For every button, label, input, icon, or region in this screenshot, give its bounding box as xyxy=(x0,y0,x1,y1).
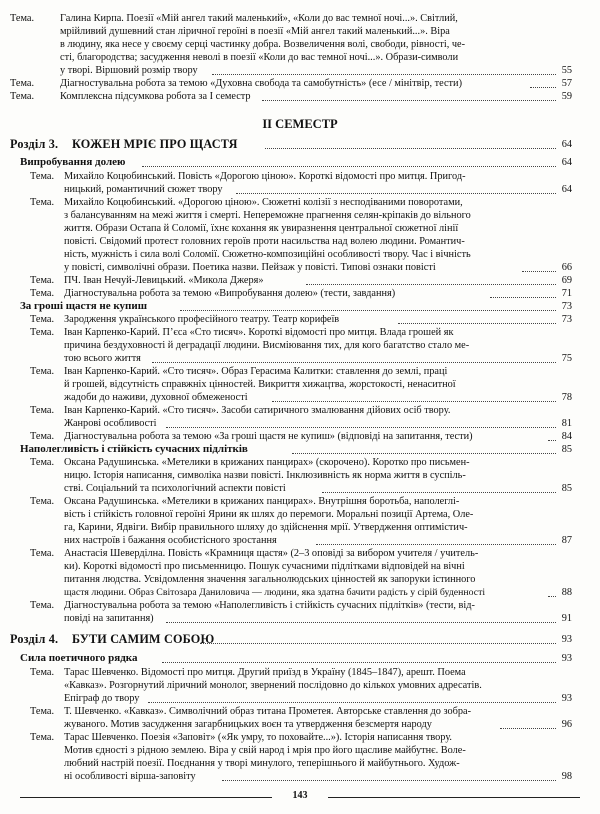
toc-entry-line xyxy=(0,274,600,287)
subsection-title: За гроші щастя не купиш xyxy=(20,300,148,312)
entry-text: щастя людини. Образ Світозара Даниловича — людини, яка здатна бачити радість у сірій буденності xyxy=(64,587,486,598)
toc-entry-line xyxy=(0,222,600,235)
page-ref: 55 xyxy=(561,65,572,76)
entry-text: у творі. Віршовий розмір твору xyxy=(60,65,198,76)
dot-leader xyxy=(548,596,556,597)
footer-rule-right xyxy=(328,797,580,798)
entry-text: них настроїв і бажання особистісного зростання xyxy=(64,535,277,546)
dot-leader xyxy=(530,87,556,88)
entry-text: повісті. Свідомий протест головних героїв проти насильства над волею людини. Романтич- xyxy=(64,236,465,247)
subsection-title: Сила поетичного рядка xyxy=(20,652,138,664)
dot-leader xyxy=(142,166,556,167)
dot-leader xyxy=(166,622,556,623)
entry-text: Анастасія Шеверділна. Повість «Крамниця щастя» (2–3 оповіді за вибором учителя / учитель- xyxy=(64,548,479,559)
entry-text: Діагностувальна робота за темою «Випробування долею» (тести, завдання) xyxy=(64,288,396,299)
page-ref: 85 xyxy=(561,444,572,455)
entry-text: ки). Короткі відомості про письменницю. Пошук сучасними підлітками відповідей на вічні xyxy=(64,561,465,572)
entry-text: ні особливості вірша-заповіту xyxy=(64,771,196,782)
toc-entry-line xyxy=(0,679,600,692)
entry-text: Жанрові особливості xyxy=(64,418,157,429)
toc-entry-line xyxy=(0,718,600,731)
page-ref: 93 xyxy=(561,693,572,704)
entry-text: Діагностувальна робота за темою «Духовна свобода та самобутність» (есе / мінітвір, тести) xyxy=(60,78,463,89)
page-ref: 84 xyxy=(561,431,572,442)
toc-entry-line xyxy=(0,12,600,25)
dot-leader xyxy=(152,362,556,363)
toc-entry-line xyxy=(0,51,600,64)
entry-text: тою всього життя xyxy=(64,353,141,364)
dot-leader xyxy=(490,297,556,298)
section-heading-line xyxy=(0,138,600,151)
entry-text: питання людства. Усвідомлення значення загальнолюдських цінностей як запоруки істинного xyxy=(64,574,476,585)
subsection-heading-line xyxy=(0,300,600,313)
entry-text: в людину, яка несе у своєму серці частинку добра. Возвеличення волі, свободи, рівності, че- xyxy=(60,39,466,50)
page-ref: 85 xyxy=(561,483,572,494)
toc-entry-line xyxy=(0,365,600,378)
toc-entry-line xyxy=(0,666,600,679)
toc-entry-line xyxy=(0,705,600,718)
entry-text: Оксана Радушинська. «Метелики в крижаних панцирах». Внутрішня боротьба, наполеглi- xyxy=(64,496,460,507)
entry-lead: Тема. xyxy=(30,457,55,468)
section-number: Розділ 3. xyxy=(10,137,59,151)
page-ref: 78 xyxy=(561,392,572,403)
section-heading-line xyxy=(0,633,600,646)
entry-lead: Тема. xyxy=(30,667,55,678)
toc-entry-line xyxy=(0,196,600,209)
dot-leader xyxy=(500,728,556,729)
entry-lead: Тема. xyxy=(30,366,55,377)
entry-text: Михайло Коцюбинський. «Дорогою ціною». Сюжетні колізії з несподіваними поворотами, xyxy=(64,197,463,208)
subsection-heading-line xyxy=(0,156,600,169)
entry-lead: Тема. xyxy=(30,496,55,507)
entry-lead: Тема. xyxy=(10,91,35,102)
toc-entry-line xyxy=(0,430,600,443)
toc-entry-line xyxy=(0,547,600,560)
toc-entry-line xyxy=(0,586,600,599)
toc-entry-line xyxy=(0,77,600,90)
page-ref: 64 xyxy=(561,157,572,168)
toc-entry-line xyxy=(0,38,600,51)
entry-text: Епіграф до твору xyxy=(64,693,140,704)
toc-entry-line xyxy=(0,339,600,352)
dot-leader xyxy=(306,284,556,285)
toc-entry-line xyxy=(0,508,600,521)
toc-entry-line xyxy=(0,482,600,495)
entry-text: стві. Соціальний та психологічний аспекти повісті xyxy=(64,483,286,494)
section-number: Розділ 4. xyxy=(10,632,59,646)
toc-entry-line xyxy=(0,64,600,77)
entry-text: Тарас Шевченко. Поезія «Заповіт» («Як умру, то поховайте...»). Історія написання твору. xyxy=(64,732,453,743)
dot-leader xyxy=(316,544,556,545)
toc-entry-line xyxy=(0,391,600,404)
entry-text: життя. Образи Остапа й Соломії, їхнє кохання як увиразнення центральної сюжетної лінії xyxy=(64,223,459,234)
dot-leader xyxy=(292,453,556,454)
entry-text: жадоби до наживи, духовної обмеженості xyxy=(64,392,248,403)
entry-lead: Тема. xyxy=(30,288,55,299)
page-ref: 73 xyxy=(561,314,572,325)
page-ref: 93 xyxy=(561,653,572,664)
subsection-heading-line xyxy=(0,652,600,665)
toc-entry-line xyxy=(0,235,600,248)
entry-text: ницький, романтичний сюжет твору xyxy=(64,184,223,195)
toc-entry-line xyxy=(0,744,600,757)
toc-entry-line xyxy=(0,378,600,391)
toc-entry-line xyxy=(0,534,600,547)
entry-lead: Тема. xyxy=(30,405,55,416)
entry-text: ність, мужність і сила волі Соломії. Сюжетно-композиційні особливості твору. Час і вічність xyxy=(64,249,471,260)
toc-entry-line xyxy=(0,495,600,508)
dot-leader xyxy=(162,662,556,663)
entry-lead: Тема. xyxy=(30,171,55,182)
dot-leader xyxy=(180,310,556,311)
entry-text: ницю. Історія написання, символіка назви повісті. Інклюзивність як норма життя в суспіль- xyxy=(64,470,466,481)
footer-rule-left xyxy=(20,797,272,798)
entry-text: га, Карини, Ядвіги. Вибір правильного шляху до здійснення мрії. Утвердження оптимістич- xyxy=(64,522,468,533)
page-ref: 73 xyxy=(561,301,572,312)
page-ref: 87 xyxy=(561,535,572,546)
subsection-title: Випробування долею xyxy=(20,156,126,168)
toc-entry-line xyxy=(0,770,600,783)
entry-text: Михайло Коцюбинський. Повість «Дорогою ціною». Короткі відомості про митця. Пригод- xyxy=(64,171,466,182)
toc-entry-line xyxy=(0,612,600,625)
entry-text: Діагностувальна робота за темою «Наполегливість і стійкість сучасних підлітків» (тести, від- xyxy=(64,600,475,611)
entry-lead: Тема. xyxy=(30,600,55,611)
entry-text: ПЧ. Іван Нечуй-Левицький. «Микола Джеря» xyxy=(64,275,264,286)
entry-lead: Тема. xyxy=(10,78,35,89)
dot-leader xyxy=(212,74,556,75)
page-ref: 88 xyxy=(561,587,572,598)
entry-lead: Тема. xyxy=(30,706,55,717)
dot-leader xyxy=(200,643,556,644)
entry-lead: Тема. xyxy=(30,314,55,325)
page-ref: 81 xyxy=(561,418,572,429)
semester-heading: ІІ СЕМЕСТР xyxy=(262,117,338,131)
section-title: БУТИ САМИМ СОБОЮ xyxy=(72,632,215,646)
entry-lead: Тема. xyxy=(30,327,55,338)
toc-entry-line xyxy=(0,404,600,417)
toc-entry-line xyxy=(0,757,600,770)
entry-text: Галина Кирпа. Поезії «Мій ангел такий маленький», «Коли до вас темної ночі...». Світлий, xyxy=(60,13,458,24)
subsection-heading-line xyxy=(0,443,600,456)
page-ref: 98 xyxy=(561,771,572,782)
page-ref: 71 xyxy=(561,288,572,299)
toc-entry-line xyxy=(0,248,600,261)
page-ref: 69 xyxy=(561,275,572,286)
entry-text: Т. Шевченко. «Кавказ». Символічний образ титана Прометея. Авторське ставлення до зобра- xyxy=(64,706,472,717)
entry-text: у повісті, символічні образи. Поетика назви. Пейзаж у повісті. Типові ознаки повісті xyxy=(64,262,436,273)
entry-text: Комплексна підсумкова робота за І семестр xyxy=(60,91,251,102)
entry-text: Оксана Радушинська. «Метелики в крижаних панцирах» (скорочено). Коротко про письмен- xyxy=(64,457,470,468)
entry-text: жуваного. Мотив засудження загарбницьких воєн та утвердження безсмертя народу xyxy=(64,719,432,730)
page-number: 143 xyxy=(292,790,308,801)
entry-text: повіді на запитання) xyxy=(64,613,154,624)
entry-text: Тарас Шевченко. Відомості про митця. Другий приїзд в Україну (1845–1847), арешт. Поема xyxy=(64,667,466,678)
entry-text: Зародження українського професійного театру. Театр корифеїв xyxy=(64,314,340,325)
page-ref: 66 xyxy=(561,262,572,273)
entry-text: мрійливий душевний стан ліричної героїні в поезії «Мій ангел такий маленький...». Віра xyxy=(60,26,450,37)
entry-text: Іван Карпенко-Карий. «Сто тисяч». Образ Герасима Калитки: ставлення до землі, праці xyxy=(64,366,448,377)
dot-leader xyxy=(322,492,556,493)
page-ref: 64 xyxy=(561,184,572,195)
entry-text: Діагностувальна робота за темою «За гроші щастя не купиш» (відповіді на запитання, тести) xyxy=(64,431,473,442)
toc-entry-line xyxy=(0,352,600,365)
dot-leader xyxy=(522,271,556,272)
toc-entry-line xyxy=(0,560,600,573)
page-ref: 93 xyxy=(561,634,572,645)
toc-entry-line xyxy=(0,469,600,482)
toc-entry-line xyxy=(0,692,600,705)
toc-entry-line xyxy=(0,25,600,38)
entry-lead: Тема. xyxy=(30,548,55,559)
dot-leader xyxy=(166,427,556,428)
dot-leader xyxy=(222,780,556,781)
dot-leader xyxy=(236,193,556,194)
page-ref: 96 xyxy=(561,719,572,730)
page-ref: 57 xyxy=(561,78,572,89)
toc-entry-line xyxy=(0,417,600,430)
entry-text: з балансуванням на межі життя і смерті. Непереможне прагнення селян-кріпаків до вільного xyxy=(64,210,471,221)
dot-leader xyxy=(398,323,556,324)
toc-entry-line xyxy=(0,731,600,744)
entry-lead: Тема. xyxy=(30,197,55,208)
entry-text: Іван Карпенко-Карий. П’єса «Сто тисяч». Короткі відомості про митця. Влада грошей як xyxy=(64,327,454,338)
entry-text: й грошей, відсутність справжніх цінностей. Викриття хижацтва, жорстокості, ненаситної xyxy=(64,379,456,390)
page-ref: 91 xyxy=(561,613,572,624)
toc-entry-line xyxy=(0,573,600,586)
entry-text: вість і стійкість головної героїні Ярини як шлях до перемоги. Моральні позиції Артема, Оле- xyxy=(64,509,474,520)
page-ref: 64 xyxy=(561,139,572,150)
entry-lead: Тема. xyxy=(30,431,55,442)
toc-entry-line xyxy=(0,183,600,196)
entry-text: Мотив єдності з рідною землею. Віра у свій народ і мрія про його щасливе майбутнє. Воле- xyxy=(64,745,466,756)
toc-entry-line xyxy=(0,326,600,339)
toc-entry-line xyxy=(0,521,600,534)
dot-leader xyxy=(548,440,556,441)
toc-entry-line xyxy=(0,456,600,469)
dot-leader xyxy=(262,100,556,101)
entry-text: «Кавказ». Розгорнутий ліричний монолог, звернений послідовно до кількох умовних адресатів. xyxy=(64,680,482,691)
toc-entry-line xyxy=(0,599,600,612)
toc-entry-line xyxy=(0,209,600,222)
entry-text: сті, благородства; засудження неволі в поезії «Коли до вас темної ночі...». Образи-символи xyxy=(60,52,459,63)
dot-leader xyxy=(148,702,556,703)
page-ref: 59 xyxy=(561,91,572,102)
entry-lead: Тема. xyxy=(10,13,35,24)
entry-lead: Тема. xyxy=(30,732,55,743)
entry-text: причина бездуховності й деградації людини. Висміювання тих, для кого багатство стало ме- xyxy=(64,340,470,351)
toc-entry-line xyxy=(0,313,600,326)
entry-text: любний настрій поезії. Поєднання у творі минулого, теперішнього й майбутнього. Худож- xyxy=(64,758,460,769)
entry-text: Іван Карпенко-Карий. «Сто тисяч». Засоби сатиричного змалювання дійових осіб твору. xyxy=(64,405,451,416)
toc-entry-line xyxy=(0,170,600,183)
entry-lead: Тема. xyxy=(30,275,55,286)
section-title: КОЖЕН МРІЄ ПРО ЩАСТЯ xyxy=(72,137,238,151)
dot-leader xyxy=(272,401,556,402)
page-footer xyxy=(0,788,600,808)
toc-entry-line xyxy=(0,261,600,274)
toc-entry-line xyxy=(0,90,600,103)
page-ref: 75 xyxy=(561,353,572,364)
dot-leader xyxy=(265,148,556,149)
subsection-title: Наполегливість і стійкість сучасних підлітків xyxy=(20,443,248,455)
toc-entry-line xyxy=(0,287,600,300)
